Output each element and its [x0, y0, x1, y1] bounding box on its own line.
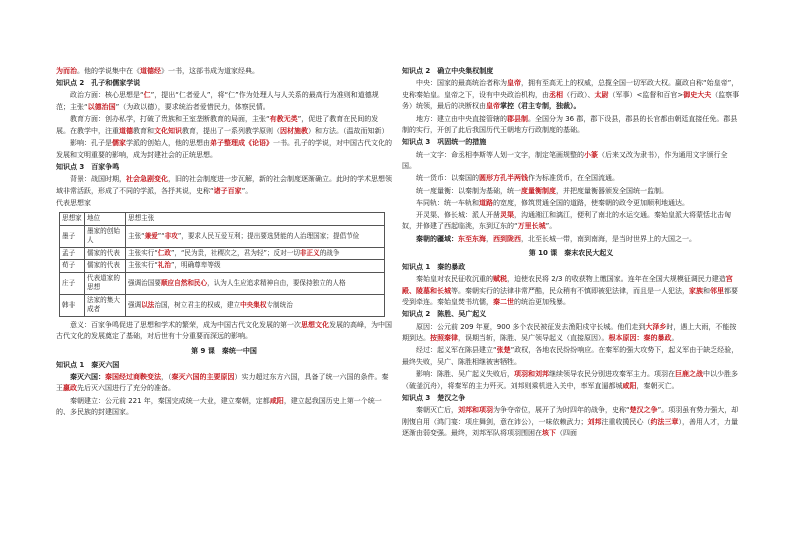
- table-row: 韩非 法家的集大成者 强调以法治国，树立君主的权威，建立中央集权专制统治: [60, 294, 385, 316]
- table-header-row: 思想家 地位 思想主张: [60, 213, 385, 226]
- chu-han-paragraph: 秦朝灭亡后，刘邦和项羽为争夺帝位，展开了为时四年的战争，史称“楚汉之争”。项羽虽有势力强大，却刚愎自用（鸿门宴：项庄舞剑，意在沛公），一味依赖武力；刘邦注重收揽民心（约法三章），善用人才，力量逐渐由弱变强。最终，刘邦军队将项羽围困在垓下（四面: [402, 406, 739, 438]
- education-paragraph: 教育方面：创办私学，打破了贵族和王室垄断教育的局面，主张“有教无类”，促进了教育在民间的发展。在教学中，注重道德教育和文化知识教育，提出了一系列教学原则（因材施教）和方法。（温故而知新）: [56, 115, 389, 135]
- tyranny-paragraph: 秦始皇对农民征收沉重的赋税，迫使农民将 2/3 的收获物上缴国家。连年在全国大规模征调民力建造宫殿、陵墓和长城等。秦朝实行的法律非常严酷，民众稍有不慎即被犯法律，而且是一人犯法，家族和邻里都要受到牵连。秦始皇焚书坑儒，秦二世的统治更加残暴。: [402, 275, 738, 307]
- qin-founding-paragraph: 秦朝建立：公元前 221 年，秦国完成统一大业，建立秦朝，定都咸阳，建立起我国历史上第一个统一的、多民族的封建国家。: [56, 396, 382, 417]
- knowledge-point-title: 知识点 3 巩固统一的措施: [402, 138, 487, 147]
- table-row: 荀子 儒家的代表 主张实行“礼治”，明确尊卑等级: [60, 260, 385, 273]
- left-column: [56, 66, 392, 419]
- background-paragraph: 背景：战国时期，社会急剧变化，旧的社会制度进一步瓦解，新的社会制度逐渐确立。此时的学术思想领域非常活跃，形成了不同的学派，各抒其说，史称“诸子百家”。: [56, 174, 392, 195]
- unify-script-paragraph: 统一文字：命丞相李斯等人划一文字，制定笔画规整的小篆（后来又改为隶书），作为通用文字颁行全国。: [402, 150, 728, 171]
- table-row: 孟子 儒家的代表 主张实行“仁政”，“民为贵，社稷次之，君为轻”；反对一切非正义的战争: [60, 247, 385, 260]
- local-government-paragraph: 地方：建立由中央直接管辖的郡县制。全国分为 36 郡，郡下设县，郡县的长官都由朝廷直接任免。郡县制的实行，开创了此后我国历代王朝地方行政制度的基础。: [402, 114, 738, 135]
- knowledge-point-title: 知识点 3 百家争鸣: [56, 162, 120, 171]
- central-government-paragraph: 中央：国家的最高统治者称为皇帝，拥有至高无上的权威，总揽全国一切军政大权。嬴政自称“始皇帝”，史称秦始皇。皇帝之下，设有中央政治机构，由丞相（行政）、太尉（军事）<监督和百官>御史大夫（监察事务）统领，最后的决断权由皇帝掌控（君主专制，独裁）。: [402, 79, 740, 111]
- politics-paragraph: 政治方面：核心思想是“仁”，提出“仁者爱人”，将“仁”作为处理人与人关系的最高行为准则和道德规范；主张“以德治国”（为政以德），要求统治者爱惜民力，体察民情。: [56, 91, 379, 111]
- uprising-cause-paragraph: 原因：公元前 209 年夏，900 多个农民被征发去渔阳戍守长城。他们走到大泽乡时，遇上大雨，不能按期到达。按照秦律，误期当斩，陈胜、吴广领导起义（直接原因）。根本原因：秦的暴政。: [402, 322, 737, 343]
- thinkers-label: 代表思想家: [56, 198, 91, 207]
- unification-paragraph: 秦灭六国：秦国经过商鞅变法，（秦灭六国的主要原因）实力超过东方六国，具备了统一六国的条件。秦王嬴政先后灭六国进行了充分的准备。: [56, 372, 389, 393]
- territory-paragraph: 秦朝的疆域：东至东海，西到陇西，北至长城一带，南到南海，是当时世界上的大国之一。: [416, 234, 696, 243]
- table-row: 庄子 代表道家的思想 强调治国要顺应自然和民心，认为人生应追求精神自由，要保持独立的人格: [60, 272, 385, 294]
- knowledge-point-title: 知识点 3 楚汉之争: [402, 393, 466, 402]
- roads-paragraph: 车同轨：统一车轨和道路的宽度，修筑贯通全国的道路，使秦朝的政令更加顺利地通达。: [416, 198, 689, 207]
- unify-currency-paragraph: 统一货币：以秦国的圆形方孔半两钱作为标准货币，在全国流通。: [416, 174, 619, 183]
- daodejing-paragraph: 为而治。他的学说集中在《道德经》一书，这部书成为道家经典。: [56, 67, 259, 75]
- uprising-impact-paragraph: 影响：陈胜、吴广起义失败后，项羽和刘邦继续领导农民分别进攻秦军主力。项羽在巨鹿之战中以少胜多（破釜沉舟），将秦军的主力歼灭。刘邦则乘机进入关中，率军直逼都城咸阳，秦朝灭亡。: [402, 370, 738, 390]
- knowledge-point-title: 知识点 2 孔子和儒家学说: [56, 79, 141, 88]
- lesson-title: 第 10 课 秦末农民大起义: [528, 249, 614, 258]
- significance-paragraph: 意义：百家争鸣促进了思想和学术的繁荣，成为中国古代文化发展的第一次思想文化发展的高峰，为中国古代文化的发展奠定了基础，对后世有十分重要而深远的影响。: [56, 320, 392, 341]
- thinkers-table: [59, 212, 385, 317]
- knowledge-point-title: 知识点 2 陈胜、吴广起义: [402, 310, 487, 319]
- table-row: 墨子 墨家的创始人 主张“兼爱”“非攻”，要求人民互爱互利；提出要选贤能的人治理国家；提倡节俭: [60, 225, 385, 247]
- influence-paragraph: 影响：孔子是儒家学派的创始人，他的思想由弟子整理成《论语》一书。孔子的学说，对中国古代文化的发展和文明重要的影响，成为封建社会的正统思想。: [56, 138, 392, 159]
- knowledge-point-title: 知识点 1 秦灭六国: [56, 360, 120, 369]
- knowledge-point-title: 知识点 2 确立中央集权制度: [402, 67, 494, 75]
- canal-wall-paragraph: 开灵渠、修长城：派人开凿灵渠，沟通湘江和漓江，便利了南北的水运交通。秦始皇派大将蒙恬北击匈奴，并修建了西起临洮，东到辽东的“万里长城”。: [402, 210, 731, 231]
- uprising-course-paragraph: 经过：起义军在陈县建立“张楚”政权，各地农民纷纷响应。在秦军的强大攻势下，起义军由于缺乏经验，最终失败，吴广、陈胜相继被害牺牲。: [402, 346, 739, 366]
- unify-measures-paragraph: 统一度量衡：以秦制为基础，统一度量衡制度，并把度量衡器颁发全国统一监制。: [416, 186, 668, 195]
- knowledge-point-title: 知识点 1 秦的暴政: [402, 262, 466, 271]
- right-column: [402, 66, 740, 441]
- lesson-title: 第 9 课 秦统一中国: [191, 346, 257, 355]
